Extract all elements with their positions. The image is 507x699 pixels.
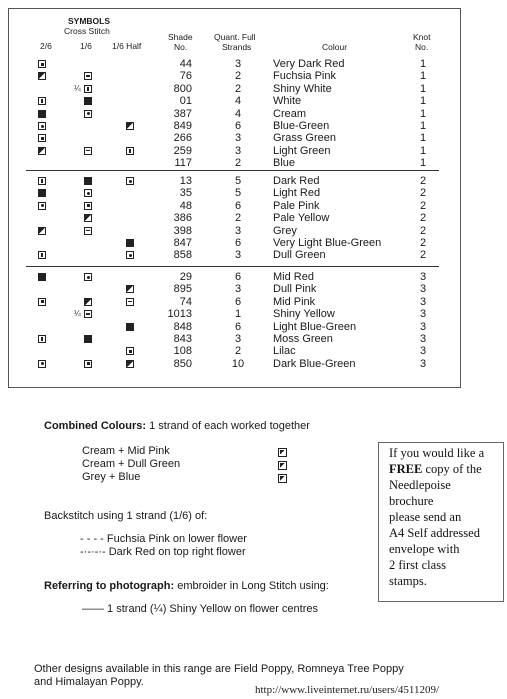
stitch-symbol-icon <box>84 335 92 343</box>
stitch-symbol-icon <box>126 147 134 155</box>
other-designs-line: Other designs available in this range are Field Poppy, Romneya Tree Poppy <box>34 663 404 675</box>
strand-count: 2 <box>234 82 242 95</box>
colour-name: Shiny Yellow <box>273 308 335 321</box>
header-quant: Quant. Full <box>214 32 256 42</box>
group-divider <box>26 266 439 267</box>
stitch-symbol-icon <box>84 360 92 368</box>
strand-count: 3 <box>234 224 242 237</box>
colour-name: Dull Pink <box>273 283 317 296</box>
knot-number: 3 <box>419 283 427 296</box>
colour-name: Fuchsia Pink <box>273 70 336 83</box>
colour-name: Cream <box>273 107 307 120</box>
colour-name: Shiny White <box>273 82 332 95</box>
knot-number: 3 <box>419 357 427 370</box>
stitch-symbol-icon <box>38 298 46 306</box>
colour-name: Dull Green <box>273 249 326 262</box>
knot-number: 2 <box>419 187 427 200</box>
stitch-symbol-icon <box>38 360 46 368</box>
colour-name: Very Dark Red <box>273 58 345 70</box>
offer-line <box>389 461 503 477</box>
colour-name: Light Green <box>273 144 331 157</box>
other-designs-line: and Himalayan Poppy. <box>34 676 144 688</box>
combined-colours-subtitle: 1 strand of each worked together <box>146 420 310 432</box>
colour-name: Grass Green <box>273 132 336 145</box>
strand-count: 3 <box>234 249 242 262</box>
shade-number: 01 <box>179 95 192 108</box>
offer-line: If you would like a <box>389 446 485 460</box>
group-divider <box>26 170 439 171</box>
header-strands: Strands <box>222 42 252 52</box>
stitch-symbol-icon <box>84 189 92 197</box>
strand-count: 5 <box>234 175 242 187</box>
strand-count: 2 <box>234 212 242 225</box>
offer-line: please send an <box>389 510 462 524</box>
knot-number: 2 <box>419 175 427 187</box>
strand-count: 3 <box>234 144 242 157</box>
shade-number: 259 <box>173 144 192 157</box>
strand-count: 2 <box>234 157 242 170</box>
colour-name: Mid Red <box>273 271 314 283</box>
photo-line <box>44 580 329 593</box>
combined-item: Grey + Blue <box>82 471 141 483</box>
colour-name: Very Light Blue-Green <box>273 237 382 249</box>
knot-number: 3 <box>419 308 427 321</box>
shade-number: 76 <box>179 70 192 83</box>
stitch-symbol-icon <box>38 227 46 235</box>
offer-line: stamps. <box>389 574 427 588</box>
strand-count: 6 <box>234 295 242 308</box>
header-col-1-6: 1/6 <box>80 41 92 51</box>
strand-count: 2 <box>234 70 242 83</box>
knot-number: 1 <box>419 82 427 95</box>
stitch-symbol-icon <box>84 227 92 235</box>
strand-count: 6 <box>234 237 242 249</box>
combined-colours-line <box>44 420 310 433</box>
stitch-symbol-icon <box>84 310 92 318</box>
backstitch-heading: Backstitch using 1 strand (1/6) of: <box>44 510 208 522</box>
stitch-symbol-icon <box>84 97 92 105</box>
stitch-symbol-icon <box>38 273 46 281</box>
knot-number: 3 <box>419 271 427 283</box>
stitch-symbol-icon <box>38 189 46 197</box>
strand-count: 2 <box>234 345 242 358</box>
shade-number: 48 <box>179 199 192 212</box>
knot-number: 2 <box>419 224 427 237</box>
colour-name: Mid Pink <box>273 295 316 308</box>
stitch-symbol-icon <box>38 72 46 80</box>
stitch-symbol-icon <box>84 202 92 210</box>
strand-count: 1 <box>234 308 242 321</box>
quarter-fraction: ¼ <box>74 83 81 93</box>
offer-free: FREE <box>389 462 423 476</box>
shade-number: 266 <box>173 132 192 145</box>
stitch-symbol-icon <box>126 298 134 306</box>
strand-count: 6 <box>234 320 242 333</box>
backstitch-item: - - - - Fuchsia Pink on lower flower <box>80 533 247 545</box>
stitch-symbol-icon <box>84 273 92 281</box>
header-shade: Shade <box>168 32 193 42</box>
stitch-symbol-icon <box>38 147 46 155</box>
knot-number: 1 <box>419 144 427 157</box>
strand-count: 10 <box>231 357 245 370</box>
combined-symbol-icon <box>278 461 287 470</box>
colour-name: Moss Green <box>273 333 333 345</box>
combined-symbol-icon <box>278 474 287 483</box>
shade-number: 843 <box>173 333 192 345</box>
offer-line: A4 Self addressed <box>389 526 480 540</box>
colour-name: White <box>273 95 302 108</box>
stitch-symbol-icon <box>38 60 46 68</box>
colour-name: Lilac <box>273 345 296 358</box>
strand-count: 6 <box>234 199 242 212</box>
shade-number: 13 <box>179 175 192 187</box>
header-symbols: SYMBOLS <box>68 16 111 26</box>
shade-number: 398 <box>173 224 192 237</box>
source-url: http://www.liveinternet.ru/users/4511209/ <box>255 684 440 696</box>
offer-copy: copy of the <box>422 462 482 476</box>
shade-number: 895 <box>173 283 192 296</box>
knot-number: 1 <box>419 107 427 120</box>
colour-name: Dark Red <box>273 175 320 187</box>
knot-number: 1 <box>419 120 427 132</box>
photo-item: —— 1 strand (¼) Shiny Yellow on flower centres <box>82 603 319 615</box>
shade-number: 387 <box>173 107 192 120</box>
combined-colours-heading: Combined Colours: <box>44 420 147 432</box>
shade-number: 74 <box>179 295 192 308</box>
strand-count: 3 <box>234 283 242 296</box>
knot-number: 3 <box>419 320 427 333</box>
stitch-symbol-icon <box>38 335 46 343</box>
stitch-symbol-icon <box>38 134 46 142</box>
shade-number: 108 <box>173 345 192 358</box>
offer-line: 2 first class <box>389 558 446 572</box>
shade-number: 858 <box>173 249 192 262</box>
knot-number: 1 <box>419 95 427 108</box>
stitch-symbol-icon <box>84 214 92 222</box>
backstitch-item: -·-·-·- Dark Red on top right flower <box>80 546 246 558</box>
stitch-symbol-icon <box>38 97 46 105</box>
stitch-symbol-icon <box>84 110 92 118</box>
header-col-1-6-half: 1/6 Half <box>112 41 142 51</box>
shade-number: 847 <box>173 237 192 249</box>
stitch-symbol-icon <box>126 347 134 355</box>
knot-number: 2 <box>419 237 427 249</box>
knot-number: 1 <box>419 157 427 170</box>
shade-number: 35 <box>179 187 192 200</box>
knot-number: 3 <box>419 333 427 345</box>
stitch-symbol-icon <box>126 323 134 331</box>
stitch-symbol-icon <box>126 239 134 247</box>
knot-number: 1 <box>419 70 427 83</box>
strand-count: 3 <box>234 58 242 70</box>
header-knot-no: No. <box>415 42 429 52</box>
strand-count: 4 <box>234 95 242 108</box>
stitch-symbol-icon <box>126 122 134 130</box>
stitch-symbol-icon <box>84 72 92 80</box>
shade-number: 849 <box>173 120 192 132</box>
combined-item: Cream + Dull Green <box>82 458 181 470</box>
colour-name: Pale Pink <box>273 199 320 212</box>
stitch-symbol-icon <box>38 251 46 259</box>
stitch-symbol-icon <box>38 122 46 130</box>
colour-name: Light Red <box>273 187 321 200</box>
combined-item: Cream + Mid Pink <box>82 445 170 457</box>
knot-number: 2 <box>419 199 427 212</box>
header-shade-no: No. <box>174 42 188 52</box>
knot-number: 3 <box>419 295 427 308</box>
stitch-symbol-icon <box>126 360 134 368</box>
quarter-fraction: ¼ <box>74 309 81 319</box>
offer-line: envelope with <box>389 542 460 556</box>
knot-number: 2 <box>419 212 427 225</box>
stitch-symbol-icon <box>126 177 134 185</box>
offer-line: Needlepoise <box>389 478 451 492</box>
stitch-symbol-icon <box>38 177 46 185</box>
shade-number: 848 <box>173 320 192 333</box>
stitch-symbol-icon <box>84 177 92 185</box>
free-brochure-offer <box>378 442 504 602</box>
header-col-2-6: 2/6 <box>40 41 52 51</box>
combined-symbol-icon <box>278 448 287 457</box>
colour-name: Dark Blue-Green <box>273 357 356 370</box>
offer-line: brochure <box>389 494 434 508</box>
strand-count: 4 <box>234 107 242 120</box>
colour-name: Light Blue-Green <box>273 320 357 333</box>
colour-name: Blue-Green <box>273 120 330 132</box>
shade-number: 1013 <box>167 308 192 321</box>
stitch-symbol-icon <box>126 251 134 259</box>
stitch-symbol-icon <box>126 285 134 293</box>
photo-heading: Referring to photograph: <box>44 580 175 592</box>
stitch-symbol-icon <box>84 298 92 306</box>
colour-name: Grey <box>273 224 297 237</box>
strand-count: 6 <box>234 120 242 132</box>
stitch-symbol-icon <box>38 110 46 118</box>
header-colour: Colour <box>322 42 348 52</box>
shade-number: 29 <box>179 271 192 283</box>
strand-count: 6 <box>234 271 242 283</box>
colour-name: Blue <box>273 157 296 170</box>
header-knot: Knot <box>413 32 431 42</box>
strand-count: 3 <box>234 333 242 345</box>
strand-count: 5 <box>234 187 242 200</box>
stitch-symbol-icon <box>84 85 92 93</box>
shade-number: 44 <box>179 58 192 70</box>
shade-number: 386 <box>173 212 192 225</box>
photo-subtitle: embroider in Long Stitch using: <box>174 580 329 592</box>
knot-number: 1 <box>419 58 427 70</box>
shade-number: 117 <box>174 157 192 170</box>
knot-number: 2 <box>419 249 427 262</box>
knot-number: 1 <box>419 132 427 145</box>
stitch-symbol-icon <box>84 147 92 155</box>
stitch-symbol-icon <box>38 202 46 210</box>
shade-number: 850 <box>173 357 192 370</box>
shade-number: 800 <box>173 82 192 95</box>
knot-number: 3 <box>419 345 427 358</box>
header-cross-stitch: Cross Stitch <box>64 26 110 36</box>
colour-name: Pale Yellow <box>273 212 330 225</box>
strand-count: 3 <box>234 132 242 145</box>
